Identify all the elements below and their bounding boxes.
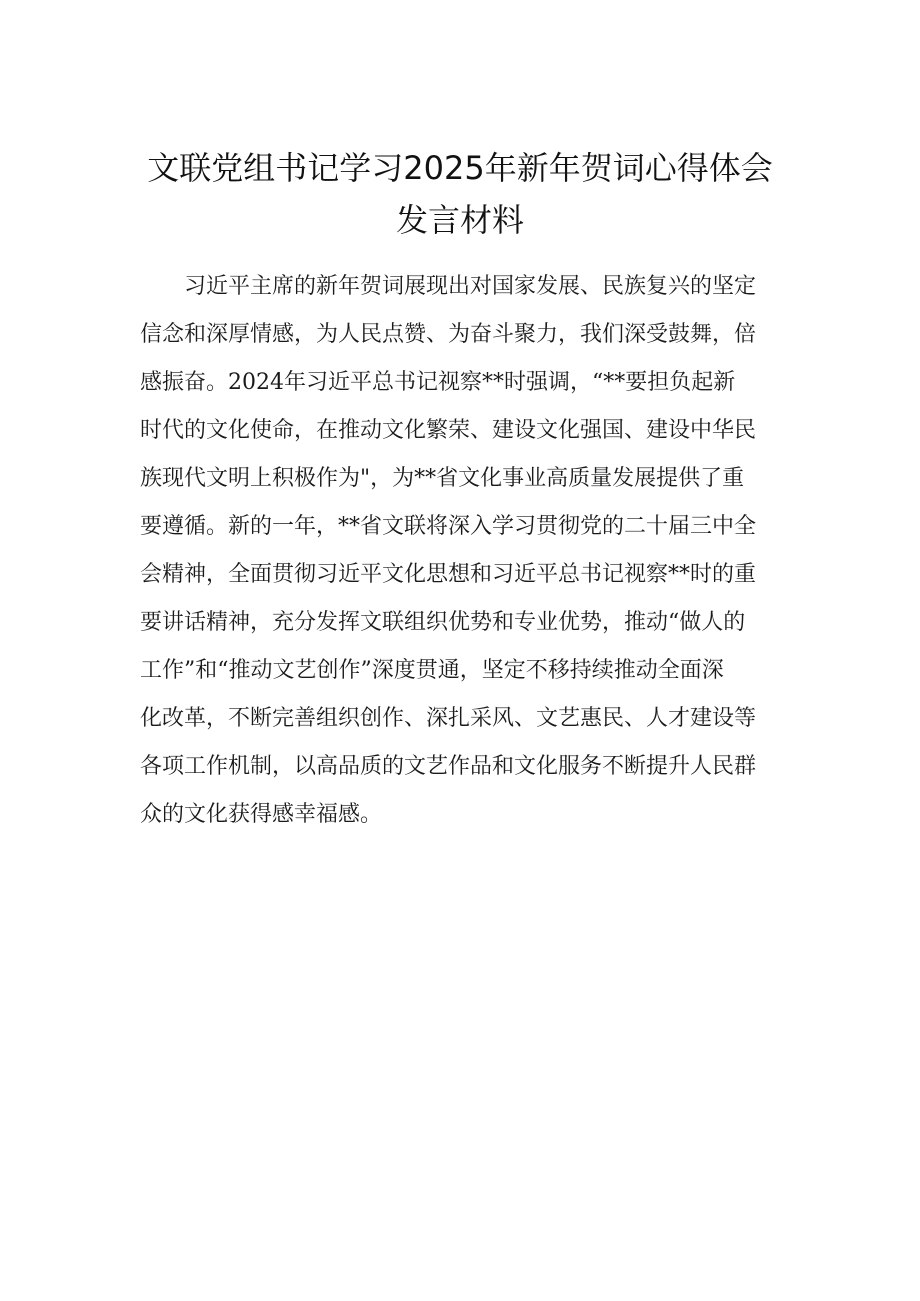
body-line-9: 工作”和“推动文艺创作”深度贯通，坚定不移持续推动全面深 — [140, 658, 724, 683]
body-line-5: 族现代文明上积极作为"，为**省文化事业高质量发展提供了重 — [140, 466, 745, 491]
body-line-12: 众的文化获得感幸福感。 — [140, 802, 383, 827]
body-line-2: 信念和深厚情感，为人民点赞、为奋斗聚力，我们深受鼓舞，倍 — [140, 322, 757, 347]
document-title-line-2: 发言材料 — [395, 201, 524, 239]
body-line-4: 时代的文化使命，在推动文化繁荣、建设文化强国、建设中华民 — [140, 418, 757, 443]
body-line-10: 化改革，不断完善组织创作、深扎采风、文艺惠民、人才建设等 — [140, 706, 757, 731]
body-line-7: 会精神，全面贯彻习近平文化思想和习近平总书记视察**时的重 — [140, 562, 757, 587]
body-line-3: 感振奋。2024年习近平总书记视察**时强调，“**要担负起新 — [140, 370, 736, 395]
body-line-8: 要讲话精神，充分发挥文联组织优势和专业优势，推动“做人的 — [140, 610, 746, 635]
body-line-1: 习近平主席的新年贺词展现出对国家发展、民族复兴的坚定 — [140, 274, 757, 299]
body-line-11: 各项工作机制，以高品质的文艺作品和文化服务不断提升人民群 — [140, 754, 757, 779]
body-line-6: 要遵循。新的一年，**省文联将深入学习贯彻党的二十届三中全 — [140, 514, 757, 539]
document-title-line-1: 文联党组书记学习2025年新年贺词心得体会 — [147, 149, 773, 187]
